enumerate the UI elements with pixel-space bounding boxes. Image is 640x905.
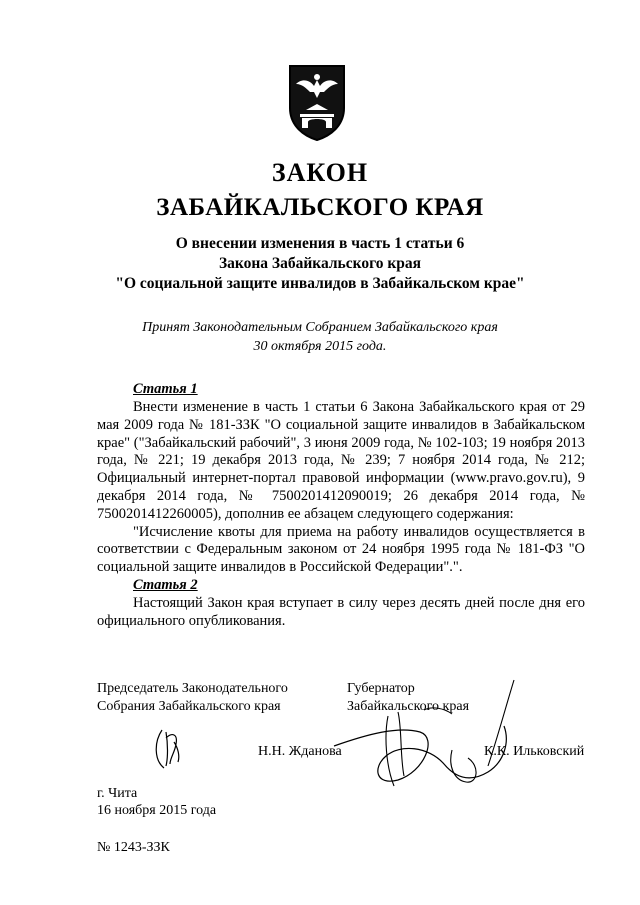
article-1-paragraph-2: "Исчисление квоты для приема на работу инвалидов осуществляется в соответствии с Федеральным законом от 24 ноября 1995 года № 181-ФЗ "О социальной защите инвалидов в Российской Федерации".". (97, 523, 585, 576)
chair-name: Н.Н. Жданова (258, 744, 342, 759)
chair-title (97, 680, 288, 715)
article-1-heading: Статья 1 (133, 381, 198, 397)
article-1-paragraph-1: Внести изменение в часть 1 статьи 6 Закона Забайкальского края от 29 мая 2009 года № 181-ЗЗК "О социальной защите инвалидов в Забайкальском крае" ("Забайкальский рабочий", 3 июня 2009 года, № 102-103; 19 ноября 2013 года, № 221; 19 декабря 2013 года, № 239; 7 ноября 2014 года, № 212; Официальный интернет-портал правовой информации (www.pravo.gov.ru), 9 декабря 2014 года, № 7500201412090019; 26 декабря 2014 года, № 7500201412260005), дополнив ее абзацем следующего содержания: (97, 399, 585, 522)
article-1-body (97, 399, 585, 577)
chair-title-line-2: Собрания Забайкальского края (97, 698, 281, 714)
governor-title-line-2: Забайкальского края (347, 698, 470, 714)
article-2-body (97, 595, 585, 631)
adoption-line-2: 30 октября 2015 года. (253, 339, 387, 354)
chair-title-line-1: Председатель Законодательного (97, 681, 288, 696)
coat-of-arms-icon (286, 62, 348, 142)
adoption-line-1: Принят Законодательным Собранием Забайкальского края (142, 320, 498, 335)
article-2-heading: Статья 2 (133, 577, 198, 593)
subtitle-line-1: О внесении изменения в часть 1 статьи 6 (175, 235, 465, 252)
governor-signature (328, 676, 520, 792)
signing-date: 16 ноября 2015 года (97, 803, 217, 818)
subtitle-line-2: Закона Забайкальского края (218, 255, 422, 272)
article-2-paragraph-1: Настоящий Закон края вступает в силу через десять дней после дня его официального опубликования. (97, 595, 585, 629)
law-title: ЗАКОН (271, 158, 369, 187)
law-number: № 1243-ЗЗК (97, 840, 170, 855)
chair-signature (148, 724, 188, 774)
governor-title-line-1: Губернатор (347, 681, 415, 696)
region-title: ЗАБАЙКАЛЬСКОГО КРАЯ (156, 194, 484, 221)
governor-name: К.К. Ильковский (484, 744, 585, 759)
subtitle-line-3: "О социальной защите инвалидов в Забайкальском крае" (115, 275, 525, 292)
city: г. Чита (97, 786, 138, 801)
